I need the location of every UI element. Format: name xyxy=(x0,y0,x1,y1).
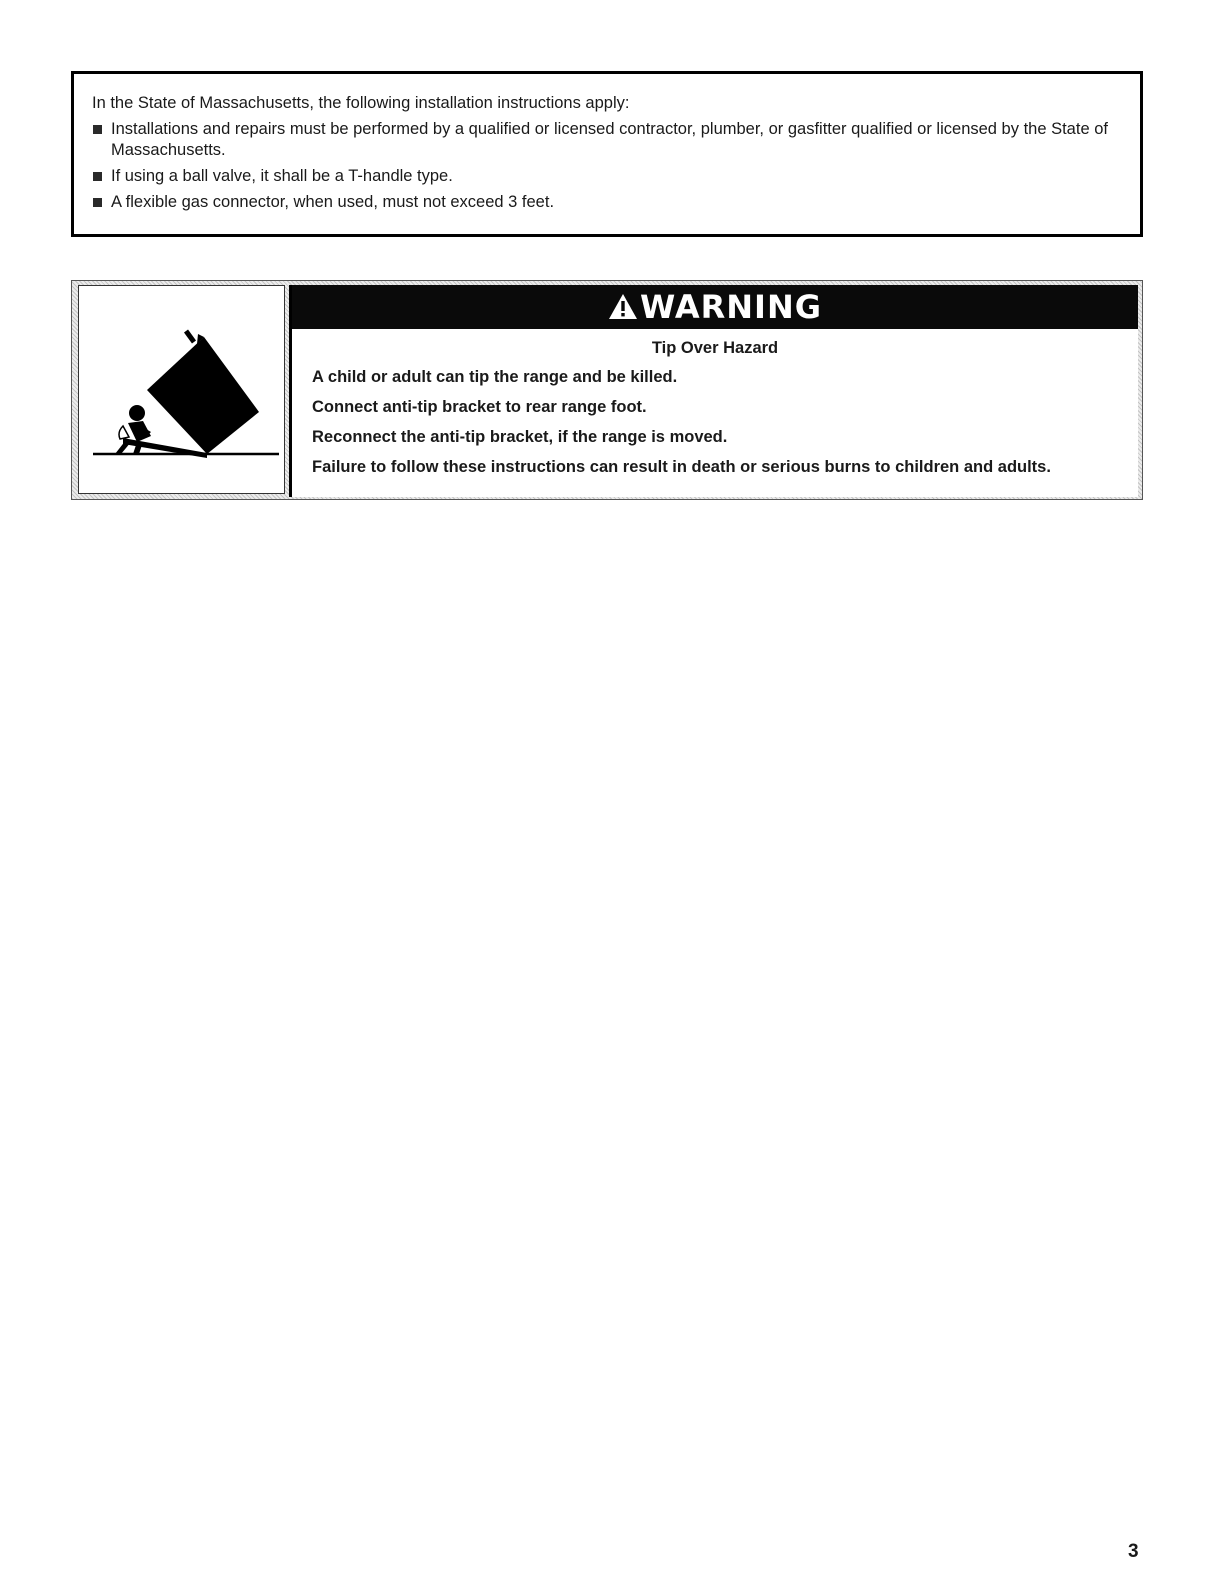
page-number: 3 xyxy=(1128,1541,1139,1562)
warning-text-panel xyxy=(289,285,1138,497)
warning-line: Connect anti-tip bracket to rear range foot. xyxy=(312,398,647,416)
warning-line: Reconnect the anti-tip bracket, if the range is moved. xyxy=(312,428,728,446)
pictogram-panel xyxy=(78,285,285,494)
massachusetts-intro: In the State of Massachusetts, the following installation instructions apply: xyxy=(92,94,630,112)
warning-triangle-icon xyxy=(608,293,638,320)
list-item xyxy=(92,192,1120,213)
massachusetts-list xyxy=(92,119,1120,213)
list-item-text: If using a ball valve, it shall be a T-handle type. xyxy=(111,167,453,185)
tip-over-warning-box xyxy=(71,280,1143,500)
massachusetts-instructions-box xyxy=(71,71,1143,237)
warning-title: WARNING xyxy=(640,288,822,326)
warning-header xyxy=(292,285,1138,329)
tip-over-hazard-icon xyxy=(79,286,284,493)
square-bullet-icon xyxy=(93,172,102,181)
list-item-text: A flexible gas connector, when used, must not exceed 3 feet. xyxy=(111,193,555,211)
square-bullet-icon xyxy=(93,125,102,134)
hazard-name: Tip Over Hazard xyxy=(651,339,779,357)
warning-lines xyxy=(292,366,1138,478)
list-item xyxy=(92,119,1120,161)
list-item-text: Installations and repairs must be performed by a qualified or licensed contractor, plumber, or gasfitter qualified or licensed by the State of Massachusetts. xyxy=(111,120,1108,159)
warning-line: A child or adult can tip the range and be killed. xyxy=(312,368,678,386)
square-bullet-icon xyxy=(93,198,102,207)
warning-line: Failure to follow these instructions can result in death or serious burns to children and adults. xyxy=(312,458,1051,476)
list-item xyxy=(92,166,1120,187)
